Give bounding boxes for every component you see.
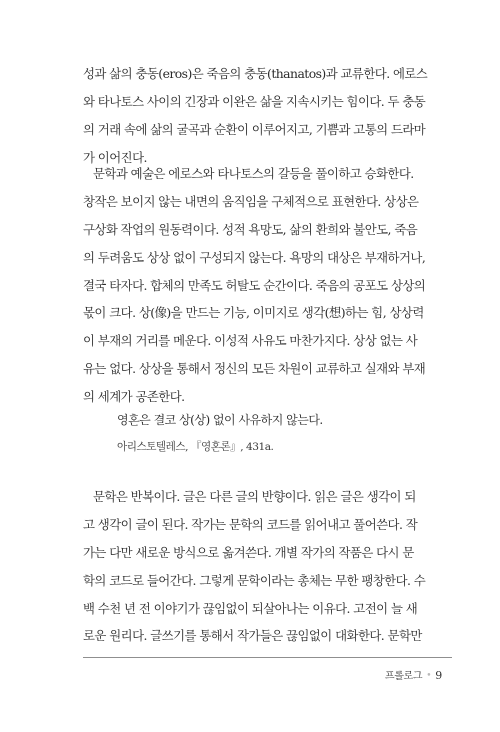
text-line: 가는 다만 새로운 방식으로 옮겨쓴다. 개별 작가의 작품은 다시 문 (83, 544, 414, 560)
text-line: 성과 삶의 충동(eros)은 죽음의 충동(thanatos)과 교류한다. 에로스 (83, 66, 428, 81)
text-line: 구상화 작업의 원동력이다. 성적 욕망도, 삶의 환희와 불안도, 죽음 (83, 221, 418, 237)
text-line: 의 세계가 공존한다. (83, 389, 185, 405)
quote-text: 영혼은 결코 상(상) 없이 사유하지 않는다. (117, 413, 323, 427)
text-line: 학의 코드로 들어간다. 그렇게 문학이라는 총체는 무한 팽창한다. 수 (83, 572, 426, 588)
text-line: 이 부재의 거리를 메운다. 이성적 사유도 마찬가지다. 상상 없는 사 (83, 333, 418, 349)
text-line: 의 거래 속에 삶의 굴곡과 순환이 이루어지고, 기쁨과 고통의 드라마 (83, 121, 426, 137)
text-line: 문학은 반복이다. 글은 다른 글의 반향이다. 읽은 글은 생각이 되 (93, 489, 416, 504)
epigraph-quote (117, 412, 437, 454)
text-line: 와 타나토스 사이의 긴장과 이완은 삶을 지속시키는 힘이다. 두 충동 (83, 93, 426, 109)
footer-divider (83, 657, 452, 658)
paragraph-3 (83, 483, 435, 650)
text-line: 가 이어진다. (83, 149, 147, 165)
text-line: 로운 원리다. 글쓰기를 통해서 작가들은 끊임없이 대화한다. 문학만 (83, 628, 422, 644)
text-line: 문학과 예술은 에로스와 타나토스의 갈등을 풀이하고 승화한다. (93, 166, 414, 181)
text-line: 백 수천 년 전 이야기가 끊임없이 되살아나는 이유다. 고전이 늘 새 (83, 600, 418, 616)
text-line: 몫이 크다. 상(像)을 만드는 기능, 이미지로 생각(想)하는 힘, 상상력 (83, 305, 424, 321)
bullet-icon: • (426, 671, 432, 681)
paragraph-2 (83, 160, 435, 411)
text-line: 고 생각이 글이 된다. 작가는 문학의 코드를 읽어내고 풀어쓴다. 작 (83, 516, 418, 532)
page-number: 9 (435, 669, 442, 682)
quote-source: 아리스토텔레스, 『영혼론』, 431a. (117, 441, 274, 453)
text-line: 의 두려움도 상상 없이 구성되지 않는다. 욕망의 대상은 부재하거나, (83, 249, 426, 265)
text-line: 유는 없다. 상상을 통해서 정신의 모든 차원이 교류하고 실재와 부재 (83, 361, 426, 377)
paragraph-1 (83, 60, 435, 172)
footer-section-title: 프롤로그 (384, 671, 423, 682)
page-footer (385, 667, 442, 682)
text-line: 창작은 보이지 않는 내면의 움직임을 구체적으로 표현한다. 상상은 (83, 193, 419, 209)
text-line: 결국 타자다. 합체의 만족도 허탈도 순간이다. 죽음의 공포도 상상의 (83, 277, 426, 293)
